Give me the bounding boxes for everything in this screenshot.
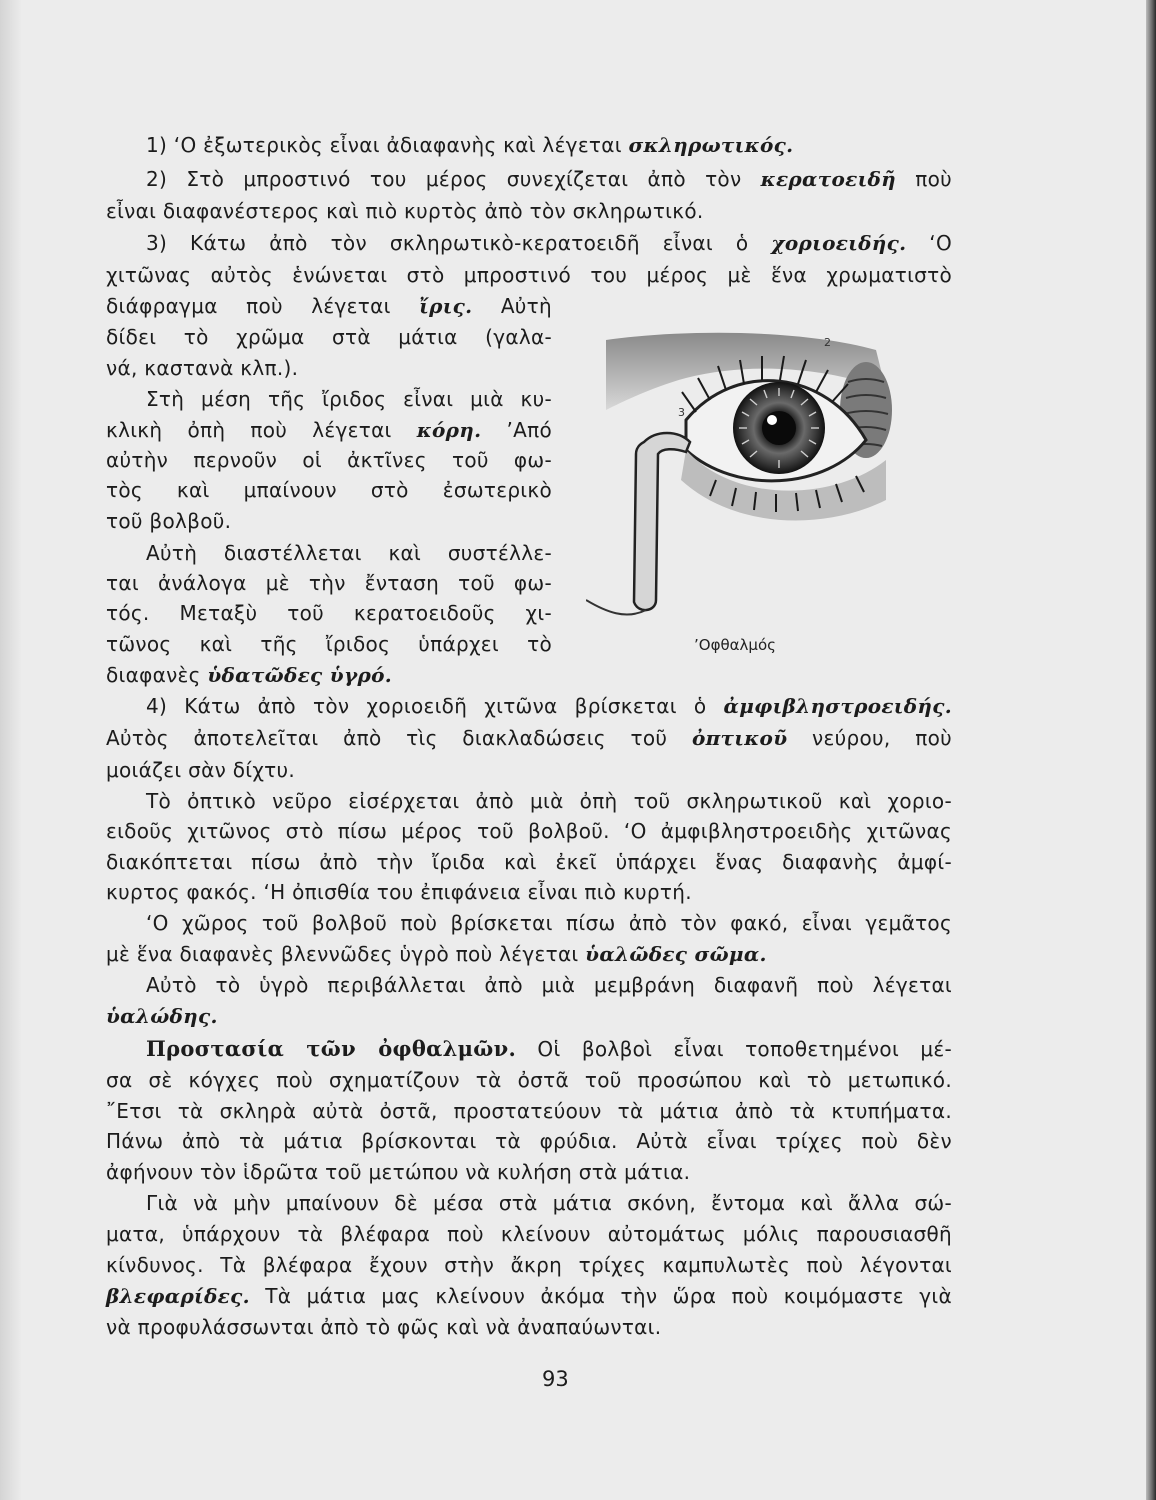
term-retina: ἀμφιβληστροειδής. <box>723 694 952 718</box>
paragraph-11-line-1: Γιὰ νὰ μὴν μπαίνουν δὲ μέσα στὰ μάτια σκόνη, ἔντομα καὶ ἄλλα σώ- <box>146 1191 952 1215</box>
paragraph-4-line-1: Στὴ μέση τῆς ἴριδος εἶναι μιὰ κυ- <box>146 387 552 411</box>
paragraph-7-line-1: Τὸ ὀπτικὸ νεῦρο εἰσέρχεται ἀπὸ μιὰ ὀπὴ τοῦ σκληρωτικοῦ καὶ χοριο- <box>146 789 952 813</box>
text-span: διάφραγμα ποὺ λέγεται <box>106 294 420 318</box>
page-binding-shadow <box>0 0 22 1500</box>
text-span: ’Από <box>481 418 552 442</box>
paragraph-4-line-4: τὸς καὶ μπαίνουν στὸ ἐσωτερικὸ <box>106 478 552 502</box>
term-cornea: κερατοειδῆ <box>760 167 897 191</box>
term-vitreous-body: ὑαλῶδες σῶμα. <box>585 942 767 966</box>
text-span: ‘Ο <box>906 231 953 255</box>
paragraph-5-line-4: τῶνος καὶ τῆς ἴριδος ὑπάρχει τὸ <box>106 632 552 656</box>
paragraph-10-line-1 <box>146 1036 952 1062</box>
term-sclera: σκληρωτικός. <box>628 133 794 157</box>
term-iris: ἴρις. <box>419 294 473 318</box>
term-hyaloid: ὑαλώδης. <box>106 1004 218 1028</box>
text-span: Τὰ μάτια μας κλείνουν ἀκόμα τὴν ὥρα ποὺ κοιμόμαστε γιὰ <box>249 1284 952 1308</box>
text-span: 1) ‘Ο ἐξωτερικὸς εἶναι ἀδιαφανὴς καὶ λέγεται <box>146 133 629 157</box>
text-span: 3) Κάτω ἀπὸ τὸν σκληρωτικὸ-κερατοειδῆ εἶναι ὁ <box>146 231 772 255</box>
figure-caption: ’Οφθαλμός <box>694 636 776 654</box>
text-span: ποὺ <box>896 167 952 191</box>
term-choroid: χοριοειδής. <box>771 231 907 255</box>
paragraph-4-line-3: αὐτὴν περνοῦν οἱ ἀκτῖνες τοῦ φω- <box>106 448 552 472</box>
text-span: κλικὴ ὀπὴ ποὺ λέγεται <box>106 418 417 442</box>
paragraph-11-line-2: ματα, ὑπάρχουν τὰ βλέφαρα ποὺ κλείνουν αὐτομάτως μόλις παρουσιασθῆ <box>106 1222 952 1246</box>
paragraph-3-line-5: νά, καστανὰ κλπ.). <box>106 356 299 380</box>
paragraph-7-line-4: κυρτος φακός. ‘Η ὀπισθία του ἐπιφάνεια εἶναι πιὸ κυρτή. <box>106 880 692 904</box>
paragraph-1-line-1 <box>146 132 793 158</box>
paragraph-4-line-2 <box>106 417 552 443</box>
paragraph-11-line-5: νὰ προφυλάσσωνται ἀπὸ τὸ φῶς καὶ νὰ ἀναπαύωνται. <box>106 1315 662 1339</box>
paragraph-5-line-5 <box>106 662 552 688</box>
paragraph-10-line-5: ἀφήνουν τὸν ἱδρῶτα τοῦ μετώπου νὰ κυλήση στὰ μάτια. <box>106 1160 691 1184</box>
paragraph-3-line-3 <box>106 293 552 319</box>
paragraph-11-line-3: κίνδυνος. Τὰ βλέφαρα ἔχουν στὴν ἄκρη τρίχες καμπυλωτὲς ποὺ λέγονται <box>106 1253 952 1277</box>
text-span: μὲ ἕνα διαφανὲς βλεννῶδες ὑγρὸ ποὺ λέγεται <box>106 942 586 966</box>
text-span: Αὐτὸς ἀποτελεῖται ἀπὸ τὶς διακλαδώσεις τοῦ <box>106 726 692 750</box>
eye-illustration <box>586 330 916 622</box>
text-span: νεύρου, ποὺ <box>787 726 952 750</box>
text-span: Οἱ βολβοὶ εἶναι τοποθετημένοι μέ- <box>516 1037 952 1061</box>
paragraph-5-line-2: ται ἀνάλογα μὲ τὴν ἔνταση τοῦ φω- <box>106 571 552 595</box>
term-optic: ὀπτικοῦ <box>691 726 788 750</box>
paragraph-9-line-2 <box>106 1003 952 1029</box>
paragraph-6-line-3: μοιάζει σὰν δίχτυ. <box>106 758 296 782</box>
paragraph-8-line-1: ‘Ο χῶρος τοῦ βολβοῦ ποὺ βρίσκεται πίσω ἀπὸ τὸν φακό, εἶναι γεμᾶτος <box>146 911 952 935</box>
paragraph-10-line-2: σα σὲ κόγχες ποὺ σχηματίζουν τὰ ὀστᾶ τοῦ προσώπου καὶ τὸ μετωπικό. <box>106 1068 952 1092</box>
paragraph-5-line-1: Αὐτὴ διαστέλλεται καὶ συστέλλε- <box>146 541 552 565</box>
paragraph-11-line-4 <box>106 1283 952 1309</box>
paragraph-3-line-4: δίδει τὸ χρῶμα στὰ μάτια (γαλα- <box>106 325 552 349</box>
paragraph-6-line-2 <box>106 725 952 751</box>
paragraph-7-line-3: διακόπτεται πίσω ἀπὸ τὴν ἴριδα καὶ ἐκεῖ ὑπάρχει ἕνας διαφανὴς ἀμφί- <box>106 850 952 874</box>
paragraph-3-line-2: χιτῶνας αὐτὸς ἑνώνεται στὸ μπροστινό του μέρος μὲ ἕνα χρωματιστὸ <box>106 263 952 287</box>
paragraph-10-line-3: ῎Ετσι τὰ σκληρὰ αὐτὰ ὀστᾶ, προστατεύουν τὰ μάτια ἀπὸ τὰ κτυπήματα. <box>106 1099 952 1123</box>
term-aqueous-humor: ὑδατῶδες ὑγρό. <box>207 663 392 687</box>
paragraph-3-line-1 <box>146 230 952 256</box>
paragraph-2-line-2: εἶναι διαφανέστερος καὶ πιὸ κυρτὸς ἀπὸ τὸν σκληρωτικό. <box>106 199 704 223</box>
term-eyelashes: βλεφαρίδες. <box>106 1284 250 1308</box>
paragraph-2-line-1 <box>146 166 952 192</box>
pupil <box>762 411 796 445</box>
paragraph-4-line-5: τοῦ βολβοῦ. <box>106 509 232 533</box>
page-spine-edge <box>1146 0 1156 1500</box>
section-heading-eye-protection: Προστασία τῶν ὀφθαλμῶν. <box>146 1036 517 1061</box>
page-number: 93 <box>542 1367 569 1391</box>
paragraph-10-line-4: Πάνω ἀπὸ τὰ μάτια βρίσκονται τὰ φρύδια. Αὐτὰ εἶναι τρίχες ποὺ δὲν <box>106 1129 952 1153</box>
text-span: Αὐτὴ <box>472 294 552 318</box>
paragraph-8-line-2 <box>106 941 952 967</box>
text-span: διαφανὲς <box>106 663 208 687</box>
pupil-highlight <box>767 415 777 425</box>
text-span: 4) Κάτω ἀπὸ τὸν χοριοειδῆ χιτῶνα βρίσκεται ὁ <box>146 694 724 718</box>
paragraph-5-line-3: τός. Μεταξὺ τοῦ κερατοειδοῦς χι- <box>106 601 552 625</box>
figure-label-3: 3 <box>678 406 685 419</box>
paragraph-6-line-1 <box>146 693 952 719</box>
paragraph-7-line-2: ειδοῦς χιτῶνος στὸ πίσω μέρος τοῦ βολβοῦ. ‘Ο ἀμφιβληστροειδὴς χιτῶνας <box>106 819 952 843</box>
text-span: 2) Στὸ μπροστινό του μέρος συνεχίζεται ἀπὸ τὸν <box>146 167 761 191</box>
term-pupil: κόρη. <box>416 418 482 442</box>
paragraph-9-line-1: Αὐτὸ τὸ ὑγρὸ περιβάλλεται ἀπὸ μιὰ μεμβράνη διαφανῆ ποὺ λέγεται <box>146 973 952 997</box>
figure-label-2: 2 <box>824 336 831 349</box>
